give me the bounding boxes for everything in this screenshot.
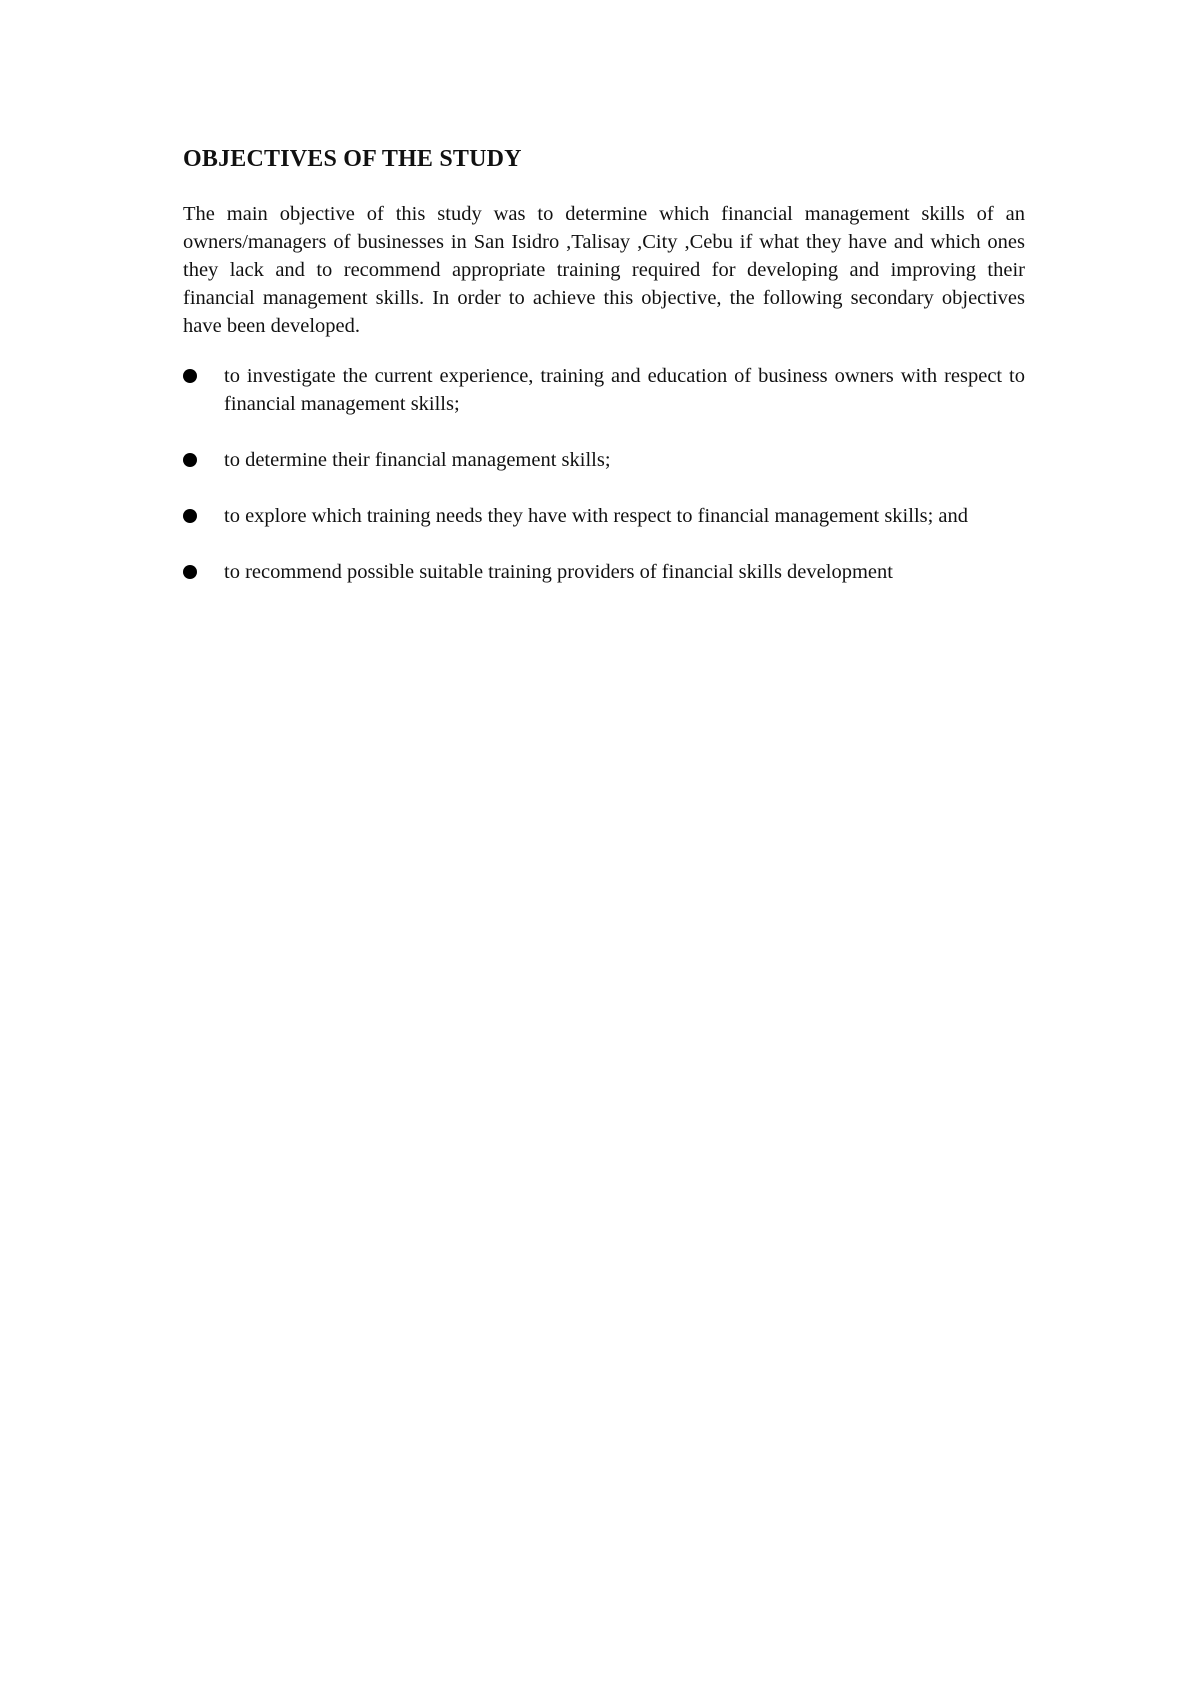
bullet-icon [183, 509, 197, 523]
document-content [183, 142, 1025, 614]
bullet-icon [183, 369, 197, 383]
objective-list-item [183, 446, 1025, 474]
secondary-objectives-list [183, 362, 1025, 586]
objective-text: to recommend possible suitable training providers of financial skills development [224, 561, 893, 583]
bullet-icon [183, 453, 197, 467]
objective-list-item [183, 362, 1025, 418]
bullet-icon [183, 565, 197, 579]
objective-list-item [183, 502, 1025, 530]
main-objective-paragraph: The main objective of this study was to determine which financial management skills of an owners/managers of businesses in San Isidro ,Talisay ,City ,Cebu if what they have and which ones they lack and to recommend appropriate training required for developing and improving their financial management skills. In order to achieve this objective, the following secondary objectives have been developed. [183, 203, 1025, 337]
objective-text: to determine their financial management skills; [224, 449, 611, 471]
objective-text: to explore which training needs they have with respect to financial management skills; and [224, 505, 969, 527]
objective-text: to investigate the current experience, training and education of business owners with respect to financial management skills; [224, 365, 1025, 415]
section-heading: OBJECTIVES OF THE STUDY [183, 146, 522, 172]
objective-list-item [183, 558, 1025, 586]
